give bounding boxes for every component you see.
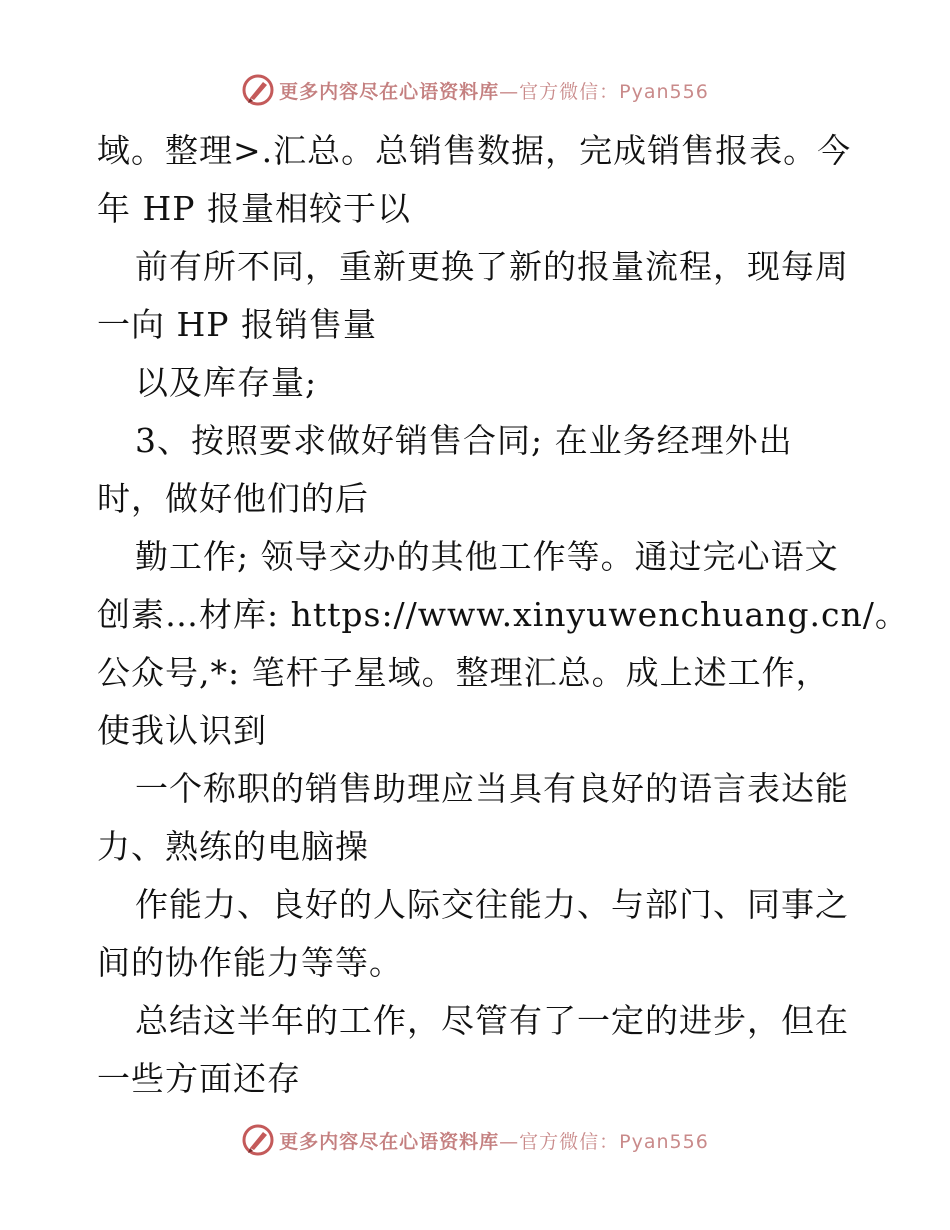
- quill-logo-icon: [241, 73, 275, 107]
- text-line: 域。整理>.汇总。总销售数据，完成销售报表。今: [97, 131, 852, 170]
- text-line: 作能力、良好的人际交往能力、与部门、同事之: [135, 885, 849, 924]
- text-line: 勤工作; 领导交办的其他工作等。通过完心语文: [135, 537, 839, 576]
- text-line: 前有所不同，重新更换了新的报量流程，现每周: [135, 247, 849, 286]
- text-line: 公众号,*: 笔杆子星域。整理汇总。成上述工作，: [97, 653, 830, 692]
- text-line: 一个称职的销售助理应当具有良好的语言表达能: [135, 769, 849, 808]
- text-line: 时，做好他们的后: [97, 479, 369, 518]
- footer-watermark: [0, 1120, 950, 1160]
- text-line: 一些方面还存: [97, 1059, 301, 1098]
- watermark-text: 更多内容尽在心语资料库—官方微信：Pyan556: [279, 1130, 709, 1153]
- text-line: 力、熟练的电脑操: [97, 827, 369, 866]
- text-line: 3、按照要求做好销售合同; 在业务经理外出: [135, 421, 793, 460]
- text-line: 使我认识到: [97, 711, 267, 750]
- text-line: 间的协作能力等等。: [97, 943, 403, 982]
- text-line: 创素…材库: https://www.xinyuwenchuang.cn/。: [97, 595, 909, 634]
- text-line: 总结这半年的工作，尽管有了一定的进步，但在: [135, 1001, 849, 1040]
- text-line: 年 HP 报量相较于以: [97, 189, 411, 228]
- watermark-text: 更多内容尽在心语资料库—官方微信：Pyan556: [279, 80, 709, 103]
- header-watermark: [0, 70, 950, 110]
- document-body: [97, 122, 909, 1108]
- text-line: 一向 HP 报销售量: [97, 305, 377, 344]
- text-line: 以及库存量;: [135, 363, 318, 402]
- quill-logo-icon: [241, 1123, 275, 1157]
